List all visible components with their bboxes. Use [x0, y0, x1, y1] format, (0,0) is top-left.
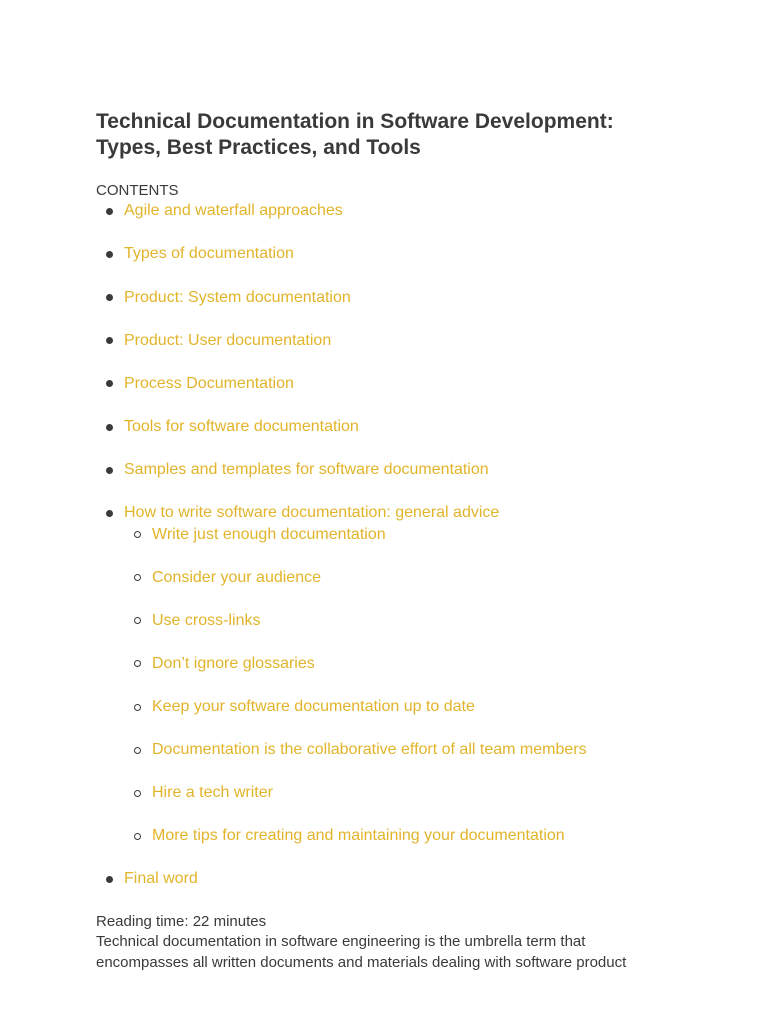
toc-bullet-icon — [106, 380, 113, 387]
toc-bullet-icon — [106, 424, 113, 431]
toc-sublink-cross-links[interactable]: Use cross-links — [152, 612, 261, 629]
toc-sublink-glossaries[interactable]: Don’t ignore glossaries — [152, 655, 315, 672]
intro-paragraph-line-1: Technical documentation in software engineering is the umbrella term that — [96, 933, 586, 950]
toc-sublink-write-enough[interactable]: Write just enough documentation — [152, 526, 386, 543]
toc-sublink-collaborative[interactable]: Documentation is the collaborative effort of all team members — [152, 741, 587, 758]
toc-bullet-icon — [106, 208, 113, 215]
toc-bullet-icon — [106, 876, 113, 883]
toc-link-samples-templates[interactable]: Samples and templates for software documentation — [124, 461, 489, 478]
article-title — [96, 109, 716, 161]
intro-paragraph-line-2: encompasses all written documents and materials dealing with software product — [96, 954, 627, 971]
toc-sub-bullet-icon — [134, 574, 141, 581]
toc-link-user-documentation[interactable]: Product: User documentation — [124, 332, 332, 349]
toc-sub-bullet-icon — [134, 790, 141, 797]
toc-link-agile-waterfall[interactable]: Agile and waterfall approaches — [124, 202, 343, 219]
toc-link-tools[interactable]: Tools for software documentation — [124, 418, 359, 435]
toc-sublink-tech-writer[interactable]: Hire a tech writer — [152, 784, 273, 801]
toc-sublink-up-to-date[interactable]: Keep your software documentation up to date — [152, 698, 475, 715]
toc-sub-bullet-icon — [134, 704, 141, 711]
toc-sub-bullet-icon — [134, 660, 141, 667]
toc-link-general-advice[interactable]: How to write software documentation: general advice — [124, 504, 500, 521]
toc-sublink-more-tips[interactable]: More tips for creating and maintaining your documentation — [152, 827, 565, 844]
toc-sublink-audience[interactable]: Consider your audience — [152, 569, 321, 586]
article-title-line-1: Technical Documentation in Software Development: — [96, 110, 614, 133]
toc-link-process-documentation[interactable]: Process Documentation — [124, 375, 294, 392]
toc-bullet-icon — [106, 294, 113, 301]
toc-bullet-icon — [106, 467, 113, 474]
toc-link-types-of-documentation[interactable]: Types of documentation — [124, 245, 294, 262]
contents-heading: CONTENTS — [96, 182, 179, 199]
toc-sub-bullet-icon — [134, 617, 141, 624]
toc-sub-bullet-icon — [134, 531, 141, 538]
toc-link-final-word[interactable]: Final word — [124, 870, 198, 887]
toc-bullet-icon — [106, 337, 113, 344]
toc-sub-bullet-icon — [134, 747, 141, 754]
toc-sub-bullet-icon — [134, 833, 141, 840]
toc-link-system-documentation[interactable]: Product: System documentation — [124, 289, 351, 306]
article-title-line-2: Types, Best Practices, and Tools — [96, 136, 421, 159]
toc-bullet-icon — [106, 251, 113, 258]
reading-time: Reading time: 22 minutes — [96, 913, 267, 930]
toc-bullet-icon — [106, 510, 113, 517]
